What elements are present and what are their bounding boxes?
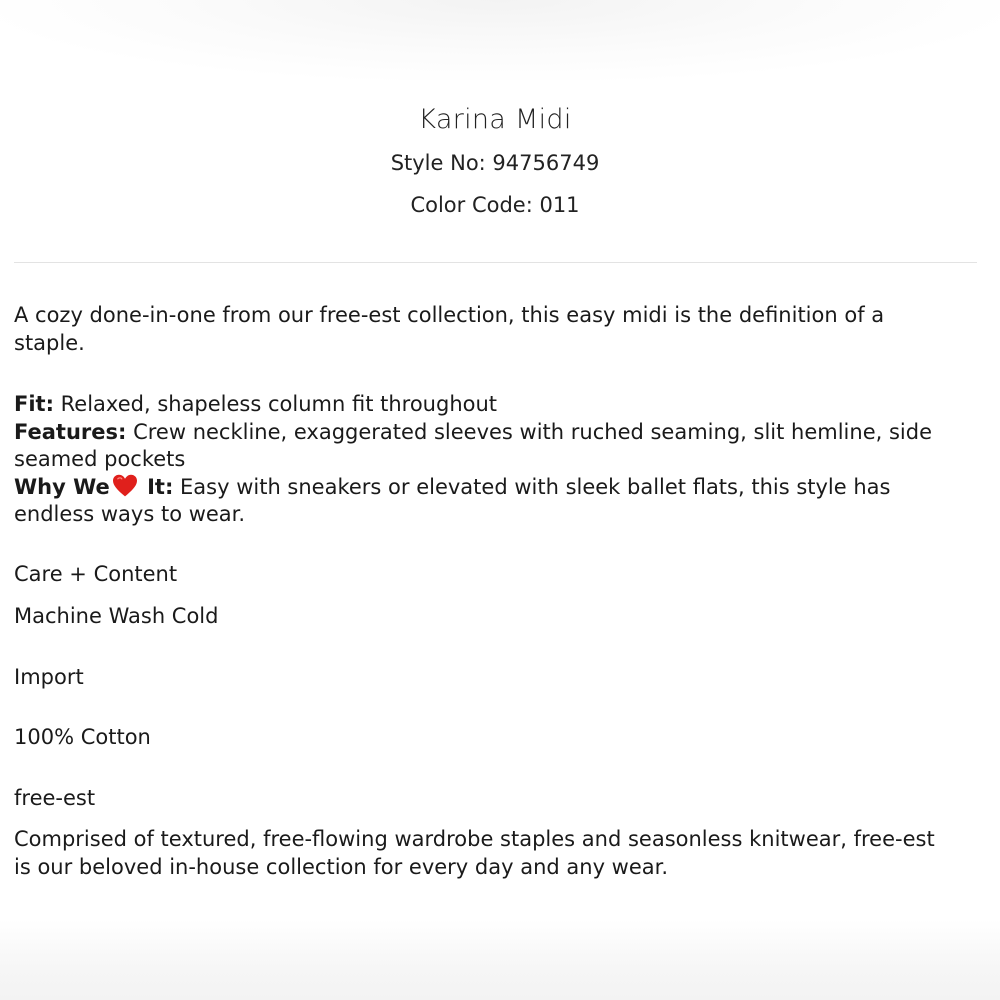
product-header	[0, 98, 990, 226]
why-we-love-it-row	[14, 474, 954, 529]
fit-label: Fit:	[14, 392, 54, 416]
top-shadow	[0, 0, 1000, 80]
product-description: A cozy done-in-one from our free-est collection, this easy midi is the definition of a staple.	[14, 303, 885, 355]
features-text: Crew neckline, exaggerated sleeves with ruched seaming, slit hemline, side seamed pockets	[14, 419, 932, 471]
why-text: Easy with sneakers or elevated with sleek ballet flats, this style has endless ways to wear.	[14, 474, 891, 526]
fit-row	[14, 391, 954, 419]
why-label-end: It:	[139, 474, 174, 499]
style-number: Style No: 94756749	[390, 151, 600, 175]
collection-name: free-est	[14, 785, 96, 810]
heart-icon	[112, 474, 138, 498]
header-divider	[14, 262, 977, 263]
features-row	[14, 419, 954, 474]
product-details	[14, 302, 954, 881]
collection-description: Comprised of textured, free-flowing wardrobe staples and seasonless knitwear, free-est is our beloved in-house collection for every day and any wear.	[14, 827, 935, 879]
care-wash: Machine Wash Cold	[14, 604, 219, 628]
care-origin: Import	[14, 664, 84, 689]
why-label-start: Why We	[14, 474, 110, 499]
product-title: Karina Midi	[418, 104, 572, 135]
bottom-shadow	[0, 920, 1000, 1000]
care-content-heading: Care + Content	[14, 561, 178, 586]
color-code: Color Code: 011	[410, 193, 580, 217]
care-material: 100% Cotton	[14, 725, 151, 749]
features-label: Features:	[14, 419, 127, 444]
fit-text: Relaxed, shapeless column fit throughout	[53, 392, 498, 416]
